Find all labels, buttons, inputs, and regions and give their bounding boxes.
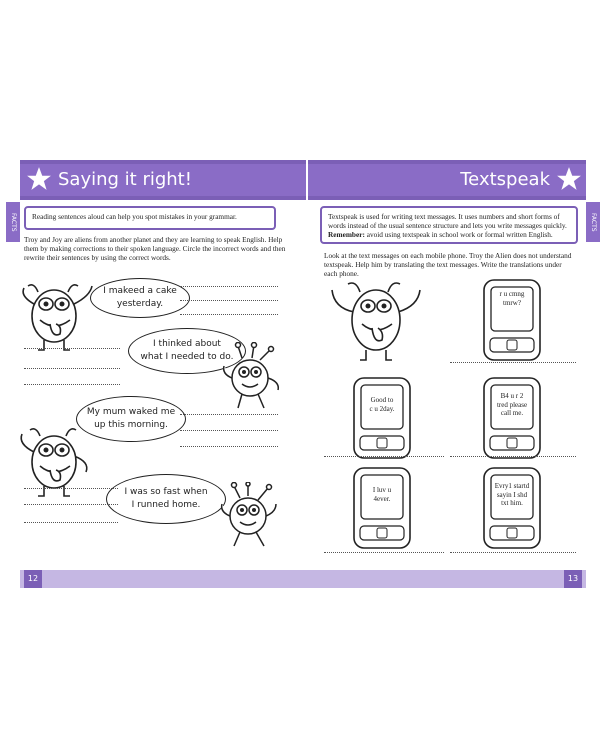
answer-line[interactable] bbox=[450, 456, 576, 457]
answer-line[interactable] bbox=[450, 362, 576, 363]
right-facts-tab: FACTS bbox=[586, 202, 600, 242]
phone-2-line2: c u 2day. bbox=[369, 404, 395, 413]
phone-message-2 bbox=[362, 396, 402, 413]
speech-1-line1: I makeed a cake bbox=[103, 286, 177, 296]
speech-bubble-3 bbox=[76, 396, 186, 442]
phone-1-line1: r u cmng bbox=[499, 290, 525, 298]
footer-bar bbox=[20, 570, 586, 588]
antenna-monster-illustration bbox=[218, 482, 280, 550]
answer-line[interactable] bbox=[324, 456, 444, 457]
mobile-phone-illustration bbox=[350, 376, 414, 460]
right-header-bar bbox=[308, 160, 586, 200]
speech-bubble-1 bbox=[90, 278, 190, 318]
answer-line[interactable] bbox=[180, 300, 278, 301]
book-spread bbox=[10, 160, 597, 588]
phone-5-line2: sayin I shd bbox=[496, 490, 528, 499]
star-icon bbox=[556, 166, 582, 192]
antenna-monster-illustration bbox=[220, 342, 282, 412]
phone-3-line3: call me. bbox=[500, 409, 524, 417]
speech-4-line2: I runned home. bbox=[131, 500, 201, 510]
phone-1-line2: tmrw? bbox=[503, 298, 521, 307]
answer-line[interactable] bbox=[24, 348, 120, 349]
mobile-phone-illustration bbox=[350, 466, 414, 550]
phone-5-line3: txt him. bbox=[501, 499, 523, 507]
speech-4-line1: I was so fast when bbox=[124, 487, 208, 497]
answer-line[interactable] bbox=[324, 552, 444, 553]
mobile-phone-illustration bbox=[480, 466, 544, 550]
answer-line[interactable] bbox=[180, 314, 278, 315]
phone-4-line2: 4ever. bbox=[373, 494, 391, 503]
right-instructions: Look at the text messages on each mobile phone. Troy the Alien does not understand textspeak. Help him by translating the text messages. Write the translations under each phone. bbox=[324, 251, 572, 278]
speech-3-line2: up this morning. bbox=[94, 420, 168, 430]
answer-line[interactable] bbox=[180, 414, 278, 415]
left-instructions: Troy and Joy are aliens from another planet and they are learning to speak English. Help them by making corrections to their spoken language. Circle the incorrect words and then rewrite their sentences by using the correct words. bbox=[24, 235, 286, 262]
phone-3-line1: B4 u r 2 bbox=[500, 392, 524, 400]
answer-line[interactable] bbox=[180, 446, 278, 447]
left-page-title: Saying it right! bbox=[58, 169, 192, 190]
phone-5-line1: Evry1 startd bbox=[494, 482, 530, 490]
horned-monster-illustration bbox=[320, 278, 430, 362]
right-facts-text: Textspeak is used for writing text messages. It uses numbers and short forms of words instead of the usual sentence structure and lets you write messages quickly. bbox=[328, 212, 567, 230]
phone-4-line1: I luv u bbox=[372, 486, 392, 494]
answer-line[interactable] bbox=[24, 522, 118, 523]
star-icon bbox=[26, 166, 52, 192]
right-facts-box bbox=[320, 206, 578, 244]
phone-message-4 bbox=[362, 486, 402, 503]
answer-line[interactable] bbox=[24, 504, 118, 505]
phone-2-line1: Good to bbox=[370, 396, 394, 404]
horned-monster-illustration bbox=[20, 278, 100, 352]
speech-1-line2: yesterday. bbox=[116, 299, 164, 309]
left-facts-tab: FACTS bbox=[6, 202, 20, 242]
horned-monster-illustration bbox=[14, 422, 94, 498]
page-number-left: 12 bbox=[24, 570, 42, 588]
right-page-title: Textspeak bbox=[460, 169, 550, 190]
phone-message-1 bbox=[492, 290, 532, 307]
speech-2-line1: I thinked about bbox=[153, 339, 221, 349]
speech-3-line1: My mum waked me bbox=[86, 407, 176, 417]
remember-label: Remember: bbox=[328, 230, 365, 239]
answer-line[interactable] bbox=[24, 368, 120, 369]
answer-line[interactable] bbox=[24, 384, 120, 385]
answer-line[interactable] bbox=[180, 286, 278, 287]
speech-2-line2: what I needed to do. bbox=[140, 352, 234, 362]
left-header-bar bbox=[20, 160, 306, 200]
answer-line[interactable] bbox=[180, 430, 278, 431]
left-facts-text: Reading sentences aloud can help you spot mistakes in your grammar. bbox=[32, 212, 237, 221]
left-facts-box bbox=[24, 206, 276, 230]
phone-3-line2: tred please bbox=[496, 400, 528, 409]
mobile-phone-illustration bbox=[480, 376, 544, 460]
speech-bubble-4 bbox=[106, 474, 226, 524]
right-facts-text-2: avoid using textspeak in school work or formal written English. bbox=[366, 230, 553, 239]
answer-line[interactable] bbox=[24, 488, 118, 489]
phone-message-5 bbox=[492, 482, 532, 508]
phone-message-3 bbox=[492, 392, 532, 418]
page-number-right: 13 bbox=[564, 570, 582, 588]
answer-line[interactable] bbox=[450, 552, 576, 553]
